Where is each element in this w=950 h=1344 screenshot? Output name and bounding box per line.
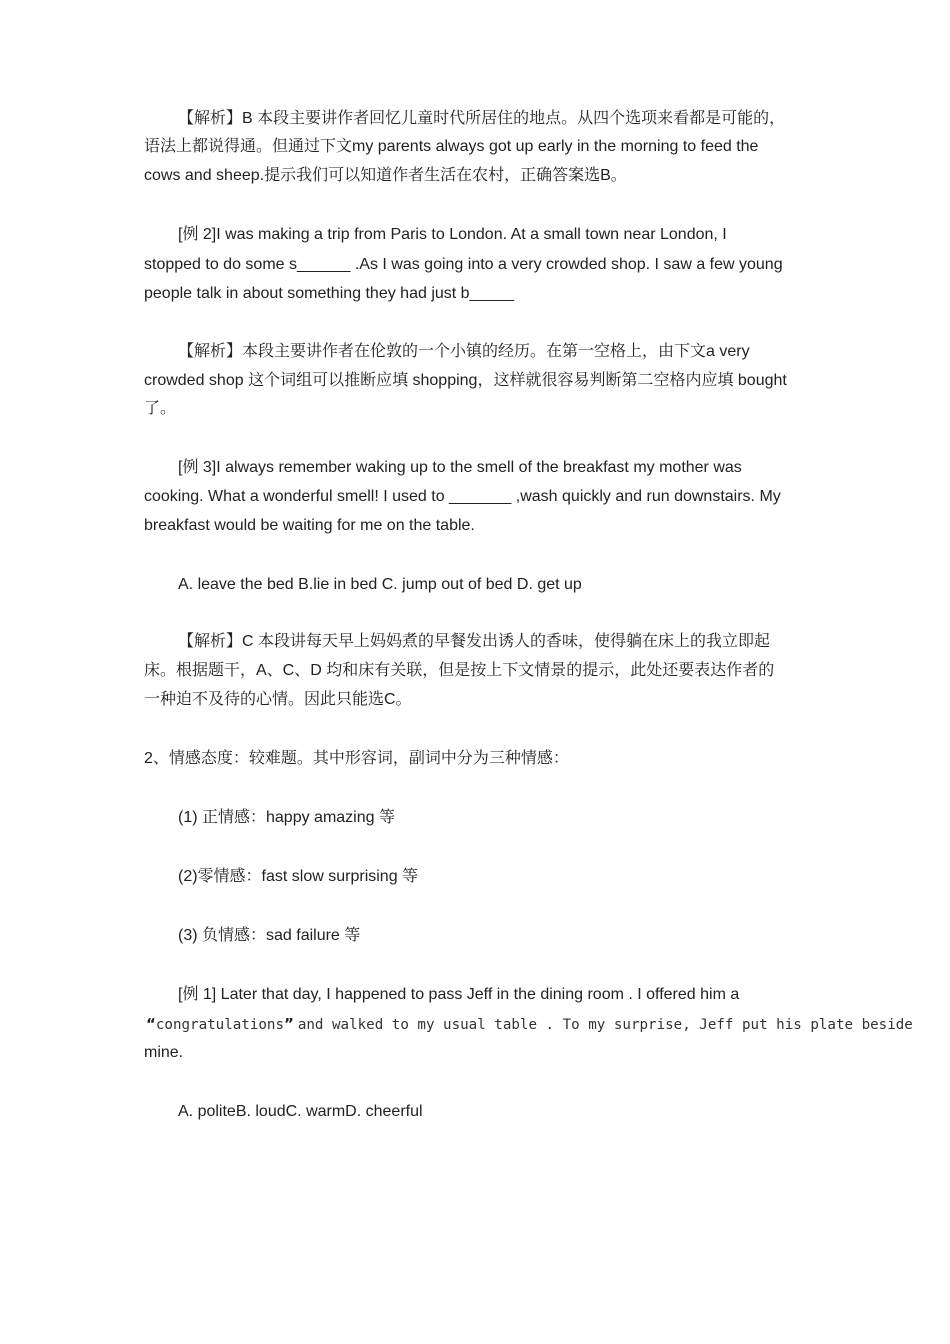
example-3-line-2: cooking. What a wonderful smell! I used to _______ ,wash quickly and run downstairs. My	[144, 488, 781, 505]
section-heading: 2、情感态度：较难题。其中形容词，副词中分为三种情感：	[144, 750, 569, 767]
example-3-line-3: breakfast would be waiting for me on the table.	[144, 517, 475, 534]
example-3-line-1: [例 3]I always remember waking up to the smell of the breakfast my mother was	[178, 459, 742, 476]
close-quote: ”	[283, 1015, 294, 1033]
analysis-2-line-1: 【解析】本段主要讲作者在伦敦的一个小镇的经历。在第一空格上，由下文a very	[178, 343, 750, 360]
example-2-line-2: stopped to do some s______ .As I was going into a very crowded shop. I saw a few young	[144, 256, 783, 273]
example-1-line-1: [例 1] Later that day, I happened to pass Jeff in the dining room . I offered him a	[178, 986, 740, 1003]
example-1-line-2-rest: and walked to my usual table . To my surprise, Jeff put his plate beside	[297, 1017, 913, 1033]
analysis-1-line-2: 语法上都说得通。但通过下文my parents always got up early in the morning to feed the	[144, 138, 759, 155]
open-quote: “	[146, 1015, 156, 1033]
analysis-1-line-1: 【解析】B 本段主要讲作者回忆儿童时代所居住的地点。从四个选项来看都是可能的，	[178, 110, 786, 127]
quoted-word: congratulations	[155, 1017, 284, 1033]
example-2-line-3: people talk in about something they had just b_____	[144, 285, 515, 302]
example-2-line-1: [例 2]I was making a trip from Paris to London. At a small town near London, I	[178, 226, 727, 243]
example-1-line-2	[146, 1014, 913, 1035]
emotion-negative: (3) 负情感：sad failure 等	[178, 927, 361, 944]
analysis-3-line-1: 【解析】C 本段讲每天早上妈妈煮的早餐发出诱人的香味，使得躺在床上的我立即起	[178, 633, 771, 650]
analysis-3-line-2: 床。根据题干，A、C、D 均和床有关联，但是按上下文情景的提示，此处还要表达作者的	[144, 662, 775, 679]
example-1-options: A. politeB. loudC. warmD. cheerful	[178, 1103, 423, 1120]
analysis-2-line-2: crowded shop 这个词组可以推断应填 shopping，这样就很容易判断第二空格内应填 bought	[144, 372, 787, 389]
analysis-1-line-3: cows and sheep.提示我们可以知道作者生活在农村，正确答案选B。	[144, 167, 627, 184]
example-1-line-3: mine.	[144, 1044, 184, 1061]
example-3-options: A. leave the bed B.lie in bed C. jump out of bed D. get up	[178, 576, 582, 593]
emotion-positive: (1) 正情感：happy amazing 等	[178, 809, 395, 826]
analysis-2-line-3: 了。	[144, 400, 177, 417]
analysis-3-line-3: 一种迫不及待的心情。因此只能选C。	[144, 691, 412, 708]
emotion-neutral: (2)零情感：fast slow surprising 等	[178, 868, 419, 885]
